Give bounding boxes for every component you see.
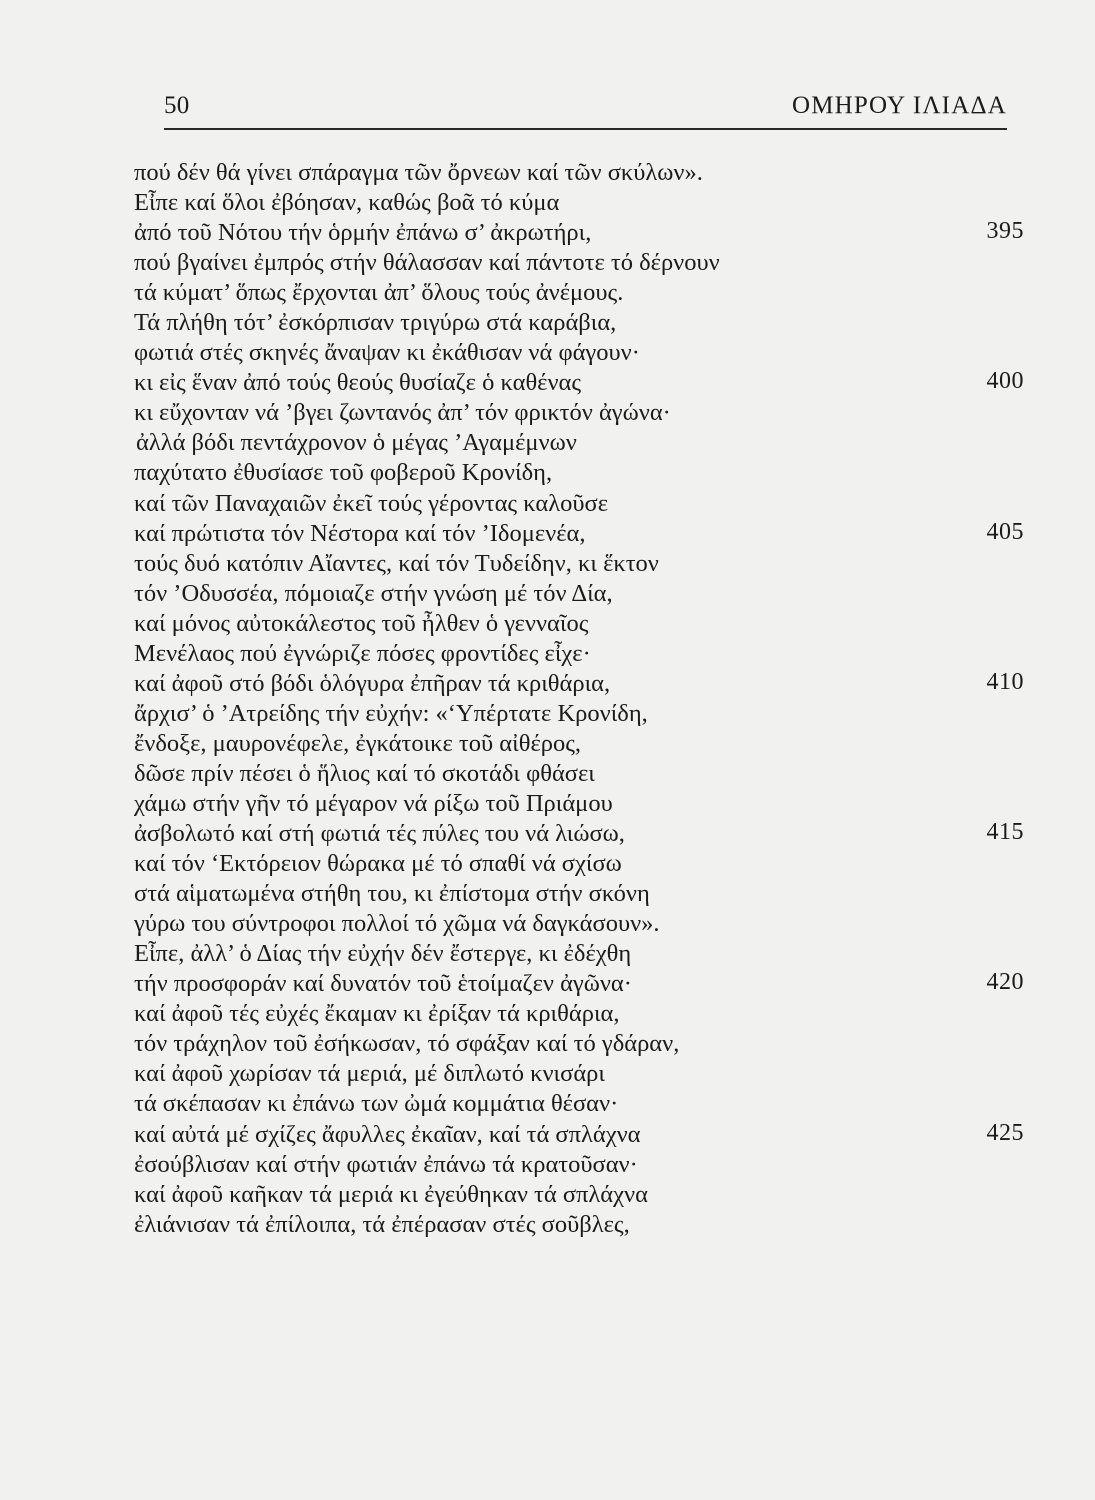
line-number: 395: [986, 218, 1024, 245]
page-header: [164, 92, 1007, 130]
verse-line-33: [134, 1120, 1024, 1150]
verse-line-14: [134, 549, 1024, 579]
verse-line-35: [134, 1180, 1024, 1210]
verse-line-18: [134, 669, 1024, 699]
verse-text: κι εὔχονταν νά ’βγει ζωντανός ἀπ’ τόν φρικτόν ἀγώνα·: [134, 399, 671, 427]
verse-line-5: [134, 278, 1024, 308]
verse-text: ἀσβολωτό καί στή φωτιά τές πύλες του νά λιώσω,: [134, 820, 625, 848]
verse-text: πού δέν θά γίνει σπάραγμα τῶν ὄρνεων καί τῶν σκύλων».: [134, 159, 703, 186]
verse-text: τήν προσφοράν καί δυνατόν τοῦ ἑτοίμαζεν ἀγῶνα·: [134, 970, 632, 998]
verse-text: Εἶπε, ἀλλ’ ὁ Δίας τήν εὐχήν δέν ἔστεργε, κι ἐδέχθη: [134, 940, 632, 968]
verse-line-16: [134, 609, 1024, 639]
verse-line-11: [134, 458, 1024, 488]
verse-text: καί ἀφοῦ χωρίσαν τά μεριά, μέ διπλωτό κνισάρι: [134, 1060, 605, 1088]
verse-text: καί τῶν Παναχαιῶν ἐκεῖ τούς γέροντας καλοῦσε: [134, 489, 608, 517]
line-number: 420: [986, 969, 1024, 996]
verse-line-4: [134, 248, 1024, 278]
verse-line-12: [134, 489, 1024, 519]
verse-text: καί πρώτιστα τόν Νέστορα καί τόν ’Ιδομενέα,: [134, 519, 586, 547]
line-number: 400: [986, 368, 1024, 395]
verse-text: ἀλλά βόδι πεντάχρονον ὁ μέγας ’Αγαμέμνων: [136, 429, 577, 457]
verse-line-29: [134, 999, 1024, 1029]
page-number: 50: [164, 92, 190, 119]
verse-text: καί ἀφοῦ καῆκαν τά μεριά κι ἐγεύθηκαν τά σπλάχνα: [134, 1180, 648, 1208]
verse-text: καί τόν ‘Εκτόρειον θώρακα μέ τό σπαθί νά σχίσω: [134, 850, 622, 878]
verse-text: στά αἱματωμένα στήθη του, κι ἐπίστομα στήν σκόνη: [134, 880, 650, 908]
verse-line-2: [134, 188, 1024, 218]
line-number: 410: [986, 668, 1024, 695]
verse-line-19: [134, 699, 1024, 729]
verse-text: τά κύματ’ ὅπως ἔρχονται ἀπ’ ὅλους τούς ἀνέμους.: [134, 279, 624, 307]
verse-text: Εἶπε καί ὅλοι ἐβόησαν, καθώς βοᾶ τό κύμα: [134, 189, 560, 217]
verse-line-32: [134, 1089, 1024, 1119]
verse-line-36: [134, 1210, 1024, 1240]
verse-line-9: [134, 398, 1024, 428]
verse-line-1: [134, 158, 1024, 188]
verse-line-28: [134, 969, 1024, 999]
verse-text: Μενέλαος πού ἐγνώριζε πόσες φροντίδες εἶχε·: [134, 639, 591, 667]
verse-line-13: [134, 519, 1024, 549]
verse-line-34: [134, 1150, 1024, 1180]
verse-line-10: [134, 428, 1024, 458]
verse-line-20: [134, 729, 1024, 759]
verse-text: ἐσούβλισαν καί στήν φωτιάν ἐπάνω τά κρατοῦσαν·: [134, 1150, 638, 1178]
poem-text: [134, 158, 1024, 1240]
verse-line-21: [134, 759, 1024, 789]
line-number: 405: [986, 518, 1024, 545]
verse-text: ἀπό τοῦ Νότου τήν ὁρμήν ἐπάνω σ’ ἀκρωτήρι,: [134, 219, 592, 247]
running-title: ΟΜΗΡΟΥ ΙΛΙΑΔΑ: [792, 92, 1007, 119]
verse-line-17: [134, 639, 1024, 669]
verse-line-22: [134, 789, 1024, 819]
line-number: 415: [986, 819, 1024, 846]
verse-line-7: [134, 338, 1024, 368]
verse-text: καί ἀφοῦ τές εὐχές ἔκαμαν κι ἐρίξαν τά κριθάρια,: [134, 1000, 620, 1028]
verse-text: καί αὐτά μέ σχίζες ἄφυλλες ἐκαῖαν, καί τά σπλάχνα: [134, 1120, 641, 1148]
verse-line-25: [134, 879, 1024, 909]
verse-line-23: [134, 819, 1024, 849]
line-number: 425: [986, 1119, 1024, 1146]
verse-text: ἄρχισ’ ὁ ’Ατρείδης τήν εὐχήν: «‘Υπέρτατε Κρονίδη,: [134, 699, 648, 727]
verse-line-24: [134, 849, 1024, 879]
verse-line-26: [134, 909, 1024, 939]
verse-line-31: [134, 1059, 1024, 1089]
verse-text: κι εἰς ἕναν ἀπό τούς θεούς θυσίαζε ὁ καθένας: [134, 369, 582, 397]
verse-text: τόν ’Οδυσσέα, πόμοιαζε στήν γνώση μέ τόν Δία,: [134, 579, 613, 607]
verse-text: τόν τράχηλον τοῦ ἐσήκωσαν, τό σφάξαν καί τό γδάραν,: [134, 1030, 680, 1058]
verse-text: φωτιά στές σκηνές ἄναψαν κι ἐκάθισαν νά φάγουν·: [134, 339, 640, 367]
verse-text: ἔνδοξε, μαυρονέφελε, ἐγκάτοικε τοῦ αἰθέρος,: [134, 729, 582, 757]
verse-line-30: [134, 1029, 1024, 1059]
verse-text: Τά πλήθη τότ’ ἐσκόρπισαν τριγύρω στά καράβια,: [134, 309, 617, 337]
verse-text: ἐλιάνισαν τά ἐπίλοιπα, τά ἐπέρασαν στές σοῦβλες,: [134, 1210, 630, 1238]
verse-text: δῶσε πρίν πέσει ὁ ἥλιος καί τό σκοτάδι φθάσει: [134, 759, 595, 787]
verse-text: τούς δυό κατόπιν Αἴαντες, καί τόν Τυδείδην, κι ἕκτον: [134, 549, 659, 577]
verse-text: καί ἀφοῦ στό βόδι ὁλόγυρα ἐπῆραν τά κριθάρια,: [134, 669, 611, 697]
verse-text: πού βγαίνει ἐμπρός στήν θάλασσαν καί πάντοτε τό δέρνουν: [134, 249, 720, 277]
verse-line-8: [134, 368, 1024, 398]
verse-text: τά σκέπασαν κι ἐπάνω των ὠμά κομμάτια θέσαν·: [134, 1090, 619, 1118]
verse-line-27: [134, 939, 1024, 969]
verse-line-3: [134, 218, 1024, 248]
verse-text: γύρω του σύντροφοι πολλοί τό χῶμα νά δαγκάσουν».: [134, 910, 660, 938]
verse-text: καί μόνος αὐτοκάλεστος τοῦ ἦλθεν ὁ γενναῖος: [134, 609, 589, 637]
verse-text: παχύτατο ἐθυσίασε τοῦ φοβεροῦ Κρονίδη,: [134, 459, 553, 487]
verse-line-15: [134, 579, 1024, 609]
verse-line-6: [134, 308, 1024, 338]
verse-text: χάμω στήν γῆν τό μέγαρον νά ρίξω τοῦ Πριάμου: [134, 789, 613, 817]
